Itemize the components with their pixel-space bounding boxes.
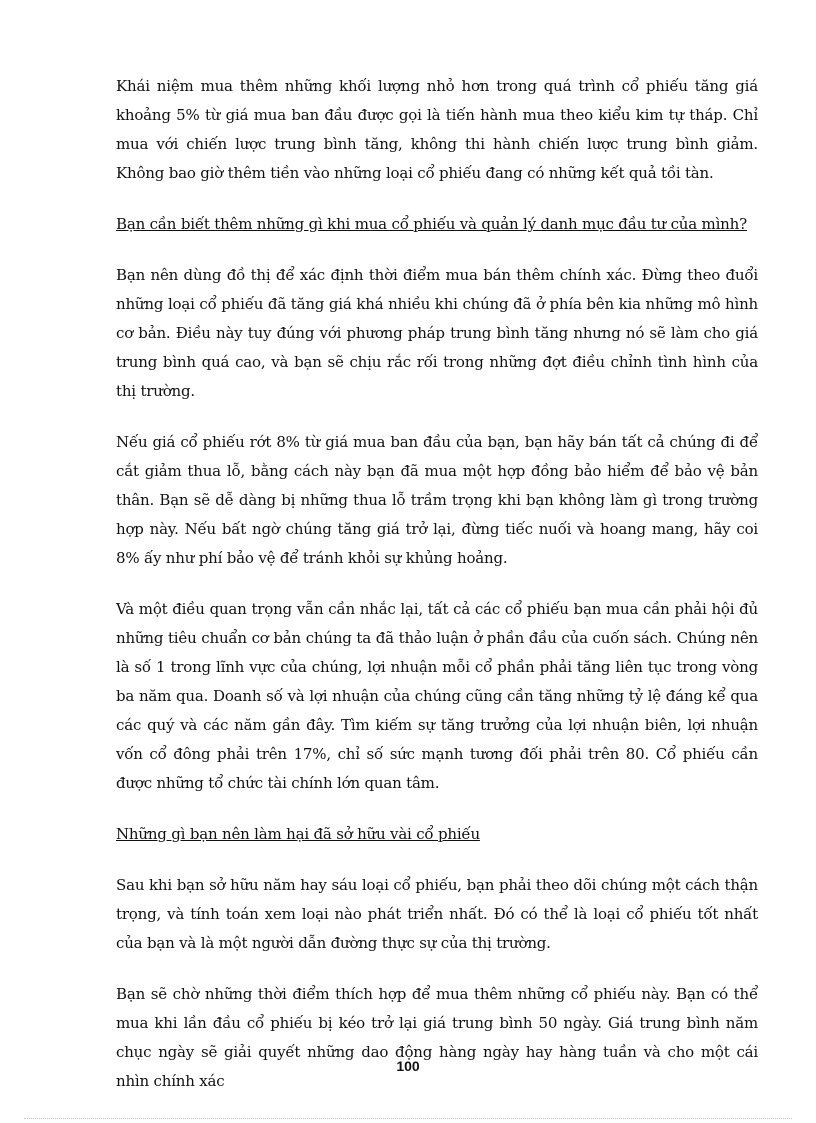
paragraph-buy-more: Bạn sẽ chờ những thời điểm thích hợp để mua thêm những cổ phiếu này. Bạn có thể mua khi lần đầu cổ phiếu bị kéo trở lại giá trung bình 50 ngày. Giá trung bình năm chục ngày sẽ giải quyết những dao động hàng ngày hay hàng tuần và cho một cái nhìn chính xác <box>116 985 758 1090</box>
section-heading-after-owning: Những gì bạn nên làm hại đã sở hữu vài cổ phiếu <box>116 825 480 843</box>
page-number: 100 <box>396 1058 420 1074</box>
paragraph-monitor-stocks: Sau khi bạn sở hữu năm hay sáu loại cổ phiếu, bạn phải theo dõi chúng một cách thận trọng, và tính toán xem loại nào phát triển nhất. Đó có thể là loại cổ phiếu tốt nhất của bạn và là một người dẫn đường thực sự của thị trường. <box>116 876 758 952</box>
paragraph-pyramid-buying: Khái niệm mua thêm những khối lượng nhỏ hơn trong quá trình cổ phiếu tăng giá khoảng 5% từ giá mua ban đầu được gọi là tiến hành mua theo kiểu kim tự tháp. Chỉ mua với chiến lược trung bình tăng, không thi hành chiến lược trung bình giảm. Không bao giờ thêm tiền vào những loại cổ phiếu đang có những kết quả tồi tàn. <box>116 77 758 182</box>
page-footer-divider <box>24 1118 792 1119</box>
paragraph-use-charts: Bạn nên dùng đồ thị để xác định thời điểm mua bán thêm chính xác. Đừng theo đuổi những loại cổ phiếu đã tăng giá khá nhiều khi chúng đã ở phía bên kia những mô hình cơ bản. Điều này tuy đúng với phương pháp trung bình tăng nhưng nó sẽ làm cho giá trung bình quá cao, và bạn sẽ chịu rắc rối trong những đợt điều chỉnh tình hình của thị trường. <box>116 266 758 400</box>
paragraph-fundamentals: Và một điều quan trọng vẫn cần nhắc lại, tất cả các cổ phiếu bạn mua cần phải hội đủ những tiêu chuẩn cơ bản chúng ta đã thảo luận ở phần đầu của cuốn sách. Chúng nên là số 1 trong lĩnh vực của chúng, lợi nhuận mỗi cổ phần phải tăng liên tục trong vòng ba năm qua. Doanh số và lợi nhuận của chúng cũng cần tăng những tỷ lệ đáng kể qua các quý và các năm gần đây. Tìm kiếm sự tăng trưởng của lợi nhuận biên, lợi nhuận vốn cổ đông phải trên 17%, chỉ số sức mạnh tương đối phải trên 80. Cổ phiếu cần được những tổ chức tài chính lớn quan tâm. <box>116 600 758 792</box>
page-content <box>116 72 758 1118</box>
section-heading-portfolio: Bạn cần biết thêm những gì khi mua cổ phiếu và quản lý danh mục đầu tư của mình? <box>116 215 747 233</box>
paragraph-cut-losses: Nếu giá cổ phiếu rớt 8% từ giá mua ban đầu của bạn, bạn hãy bán tất cả chúng đi để cắt giảm thua lỗ, bằng cách này bạn đã mua một hợp đồng bảo hiểm để bảo vệ bản thân. Bạn sẽ dễ dàng bị những thua lỗ trầm trọng khi bạn không làm gì trong trường hợp này. Nếu bất ngờ chúng tăng giá trở lại, đừng tiếc nuối và hoang mang, hãy coi 8% ấy như phí bảo vệ để tránh khỏi sự khủng hoảng. <box>116 433 758 567</box>
